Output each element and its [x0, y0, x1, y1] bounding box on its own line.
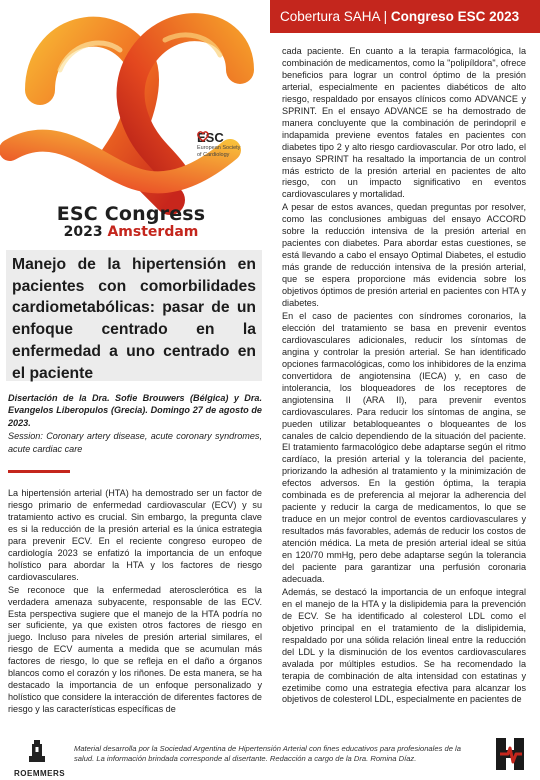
- article-byline: [8, 392, 262, 455]
- banner-event: Congreso ESC 2023: [390, 9, 520, 24]
- paragraph: A pesar de estos avances, quedan preguntas por resolver, como las conclusiones ambiguas del ensayo ACCORD sobre la reducción intensiva de la presión arterial en pacientes con diabetes. Para abordar estas cuestiones, se está llevando a cabo el ensayo Optimal Diabetes, el estudio más grande de reducción intensiva de la presión arterial, que se espera proporcione más evidencia sobre los objetivos óptimos de presión arterial en pacientes con HTA y diabetes.: [282, 202, 526, 309]
- heart-icon: [197, 130, 209, 142]
- right-column: [282, 46, 526, 707]
- paragraph: Además, se destacó la importancia de un enfoque integral en el manejo de la HTA y la dislipidemia para la prevención de ECV. Se ha identificado al colesterol LDL como el objetivo principal en el tratamiento de la dislipidemia, respaldado por una sólida relación lineal entre la reducción del LDL y la disminución de los eventos cardiovasculares avalada por múltiples estudios. Se ha recomendado la terapia de combinación de alta intensidad con estatinas y ezetimibe como una estrategia efectiva para alcanzar los objetivos de colesterol LDL, especialmente en pacientes de: [282, 586, 526, 705]
- left-column: [8, 488, 262, 717]
- footer: [0, 734, 540, 780]
- congress-line1: ESC Congress: [56, 203, 206, 225]
- article-title-box: [6, 250, 262, 381]
- section-divider: [8, 470, 70, 473]
- article-session: Session: Coronary artery disease, acute coronary syndromes, acute cardiac care: [8, 431, 262, 454]
- coverage-banner: [270, 0, 540, 33]
- banner-prefix: Cobertura SAHA: [280, 9, 380, 24]
- saha-logo: [490, 734, 530, 774]
- paragraph: cada paciente. En cuanto a la terapia farmacológica, la combinación de medicamentos, como la "polipíldora", ofrece beneficios para lograr un control óptimo de la presión arterial, especialmente en pacientes diabéticos de alto riesgo, respaldado por ensayos clínicos como ADVANCE y SPRINT. En el ensayo ADVANCE se ha demostrado de manera concluyente que la combinación de perindopril e indapamida previene eventos fatales en pacientes con diabetes tipo 2 y alto riesgo cardiovascular. Por otro lado, el ensayo SPRINT ha resaltado la importancia de un control más estricto de la presión arterial en pacientes de alto riesgo, con un impacto significativo en eventos cardiovasculares y mortalidad.: [282, 46, 526, 200]
- congress-wordmark: [0, 203, 262, 240]
- congress-line2: [0, 224, 262, 240]
- congress-hero-image: [0, 0, 262, 240]
- congress-year: 2023: [63, 224, 103, 240]
- paragraph: Se reconoce que la enfermedad aterosclerótica es la verdadera amenaza subyacente, responsable de las ECV. Esta perspectiva sugiere que el manejo de la HTA podría no ser suficiente, ya que existen otros factores de riesgo en juego. Incluso para niveles de presión arterial similares, el riesgo de ECV aumenta a medida que se acumulan más factores de riesgo, lo que se refleja en el daño a órganos blancos como el corazón y los riñones. De esta manera, se ha destacado la importancia de un enfoque personalizado y holístico que considere la interacción de diferentes factores de riesgo y las características específicas de: [8, 584, 262, 715]
- tower-icon: [26, 738, 48, 764]
- esc-logo: [197, 130, 262, 158]
- esc-mark: ESC: [197, 130, 224, 145]
- sponsor-name: ROEMMERS: [14, 769, 66, 778]
- roemmers-logo: [14, 738, 66, 778]
- footer-disclaimer: Material desarrolla por la Sociedad Argentina de Hipertensión Arterial con fines educativos para profesionales de la salud. La información brindada corresponde al disertante. Redacción a cargo de la Dra. Romina Díaz.: [74, 744, 461, 764]
- banner-separator: |: [379, 9, 391, 24]
- esc-sub-line2: of Cardiology: [197, 151, 230, 158]
- article-authors: Disertación de la Dra. Sofie Brouwers (Bélgica) y Dra. Evangelos Liberopulos (Grecia). Domingo 27 de agosto de 2023.: [8, 393, 262, 428]
- article-title: Manejo de la hipertensión en pacientes con comorbilidades cardiometabólicas: pasar de un enfoque centrado en la enfermedad a uno centrado en el paciente: [12, 256, 256, 382]
- paragraph: La hipertensión arterial (HTA) ha demostrado ser un factor de riesgo primario de enfermedad cardiovascular (ECV) y su tratamiento activo es crucial. Sin embargo, la pregunta clave es si la reducción de la presión arterial es la única estrategia para prevenir ECV. En el reciente congreso europeo de cardiología 2023 se enfatizó la importancia de un enfoque holístico para abordar la HTA y los factores de riesgo cardiovasculares.: [8, 488, 262, 582]
- esc-sub-line1: European Society: [197, 145, 241, 151]
- congress-city: Amsterdam: [107, 224, 199, 240]
- paragraph: En el caso de pacientes con síndromes coronarios, la elección del tratamiento se basa en prevenir eventos cardiovasculares adicionales, reducir los síntomas de angina y controlar la presión arterial. Se han identificado opciones farmacológicas, como los inhibidores de la enzima convertidora de angiotensina (IECA) y, en caso de intolerancia, los bloqueadores de los receptores de angiotensina II (ARA II), para prevenir eventos cardiovasculares. Para reducir los síntomas de angina, se pueden utilizar betabloqueantes o bloqueantes de los canales de calcio dependiendo de la situación del paciente. El tratamiento farmacológico debe adaptarse según el ritmo cardíaco, la presión arterial y la tolerancia del paciente, priorizando la adhesión al tratamiento y la minimización de efectos adversos. En la gestión óptima, la terapia combinada es de preferencia al mejorar la adherencia del paciente y reducir la carga de medicamentos, lo que se traduce en un mejor control de eventos cardiovasculares y resultados más favorables, además de reducir los costos de atención médica. La meta de presión arterial ideal se sitúa en 120/70 mmHg, pero debe adaptarse según la tolerancia del paciente para garantizar una perfusión coronaria adecuada.: [282, 310, 526, 584]
